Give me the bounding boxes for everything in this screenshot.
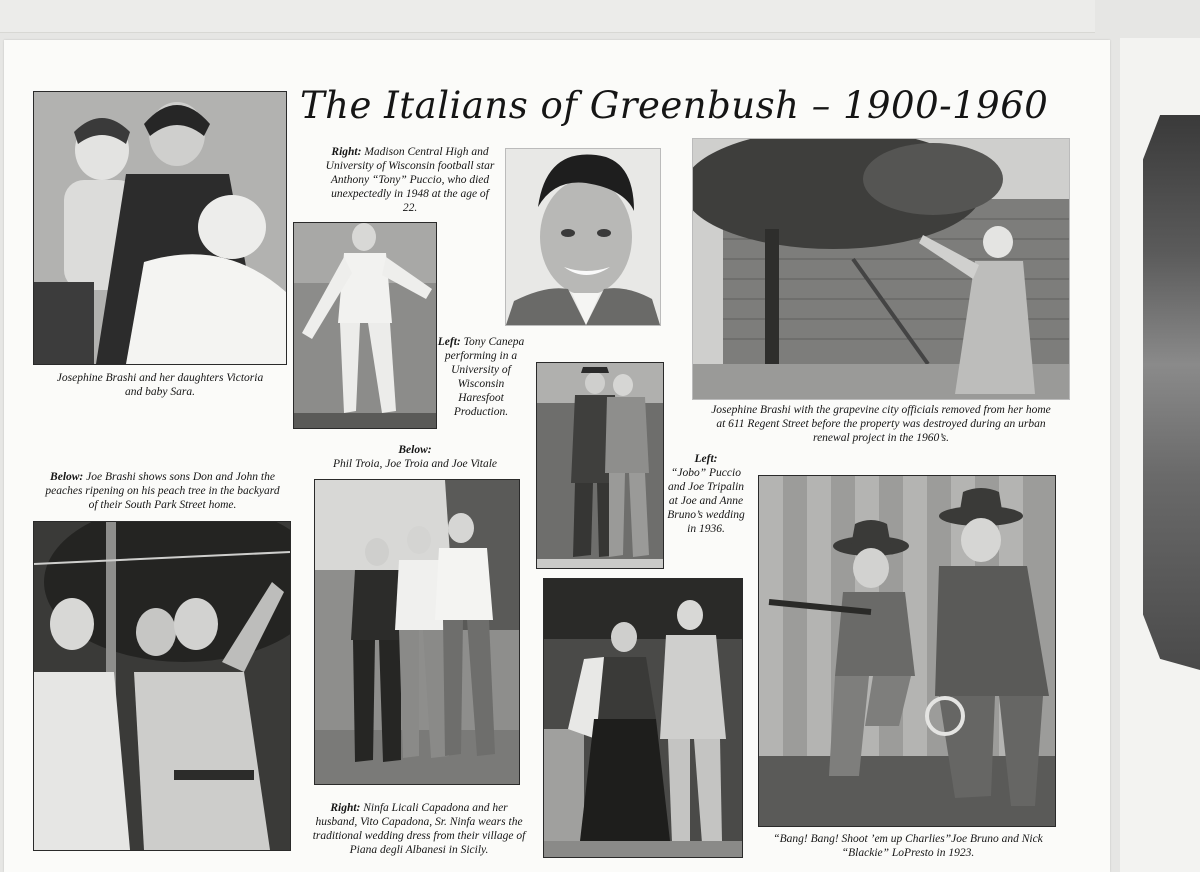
caption-peach-tree-text: Joe Brashi shows sons Don and John the peaches ripening on his peach tree in the backyard of their South Park Street home. — [45, 471, 280, 511]
caption-tony-puccio-text: Madison Central High and University of Wisconsin football star Anthony “Tony” Puccio, who died unexpectedly in 1948 at the age of 22. — [325, 146, 495, 214]
photo-brashi-peach-tree — [33, 521, 291, 851]
photo-capadona-figures — [544, 579, 742, 857]
photo-bang-bang-figures — [759, 476, 1055, 826]
caption-jobo-puccio — [666, 452, 746, 536]
caption-tony-canepa-text: Tony Canepa performing in a University of Wisconsin Haresfoot Production. — [444, 336, 525, 418]
photo-troia-vitale-figures — [315, 480, 519, 784]
scanner-edge-strip — [0, 0, 1095, 33]
caption-troia-vitale-text: Phil Troia, Joe Troia and Joe Vitale — [332, 458, 498, 470]
caption-capadona-text: Ninfa Licali Capadona and her husband, Vito Capadona, Sr. Ninfa wears the traditional wedding dress from their village of Piana degli Albanesi in Sicily. — [312, 802, 526, 856]
photo-brashi-grapevine-scene — [693, 139, 1069, 399]
photo-bang-bang-cowboys — [758, 475, 1056, 827]
photo-jobo-puccio-tripalin — [536, 362, 664, 569]
photo-jobo-puccio-figures — [537, 363, 663, 568]
caption-tony-puccio-lead: Right: — [331, 146, 362, 158]
photo-tony-puccio-face — [506, 149, 660, 325]
caption-capadona — [312, 801, 526, 857]
caption-tony-canepa-lead: Left: — [437, 336, 461, 348]
photo-brashi-grapevine — [692, 138, 1070, 400]
photo-brashi-mother-daughters — [33, 91, 287, 365]
photo-tony-canepa-figure — [294, 223, 436, 428]
caption-tony-canepa — [436, 335, 526, 419]
photo-capadona-wedding-dress — [543, 578, 743, 858]
caption-bang-bang: “Bang! Bang! Shoot ’em up Charlies”Joe Bruno and Nick “Blackie” LoPresto in 1923. — [773, 833, 1043, 859]
photo-brashi-mother-daughters-figures — [34, 92, 286, 364]
page-title: The Italians of Greenbush – 1900-1960 — [300, 84, 1049, 127]
caption-brashi-daughters: Josephine Brashi and her daughters Victoria and baby Sara. — [56, 372, 264, 398]
photo-troia-vitale — [314, 479, 520, 785]
photo-tony-canepa-performing — [293, 222, 437, 429]
caption-troia-vitale-lead: Below: — [398, 444, 432, 456]
caption-grapevine: Josephine Brashi with the grapevine city officials removed from her home at 611 Regent Street before the property was destroyed during an urban renewal project in the 1960’s. — [711, 404, 1051, 444]
photo-brashi-peach-scene — [34, 522, 290, 850]
caption-peach-tree — [40, 470, 285, 512]
caption-jobo-puccio-lead: Left: — [694, 453, 718, 465]
caption-troia-vitale — [310, 443, 520, 471]
caption-capadona-lead: Right: — [330, 802, 361, 814]
caption-jobo-puccio-text: “Jobo” Puccio and Joe Tripalin at Joe and Anne Bruno’s wedding in 1936. — [667, 467, 745, 535]
caption-peach-tree-lead: Below: — [50, 471, 84, 483]
photo-tony-puccio-portrait — [505, 148, 661, 326]
caption-tony-puccio — [325, 145, 495, 215]
adjacent-page-photo — [1143, 115, 1200, 670]
